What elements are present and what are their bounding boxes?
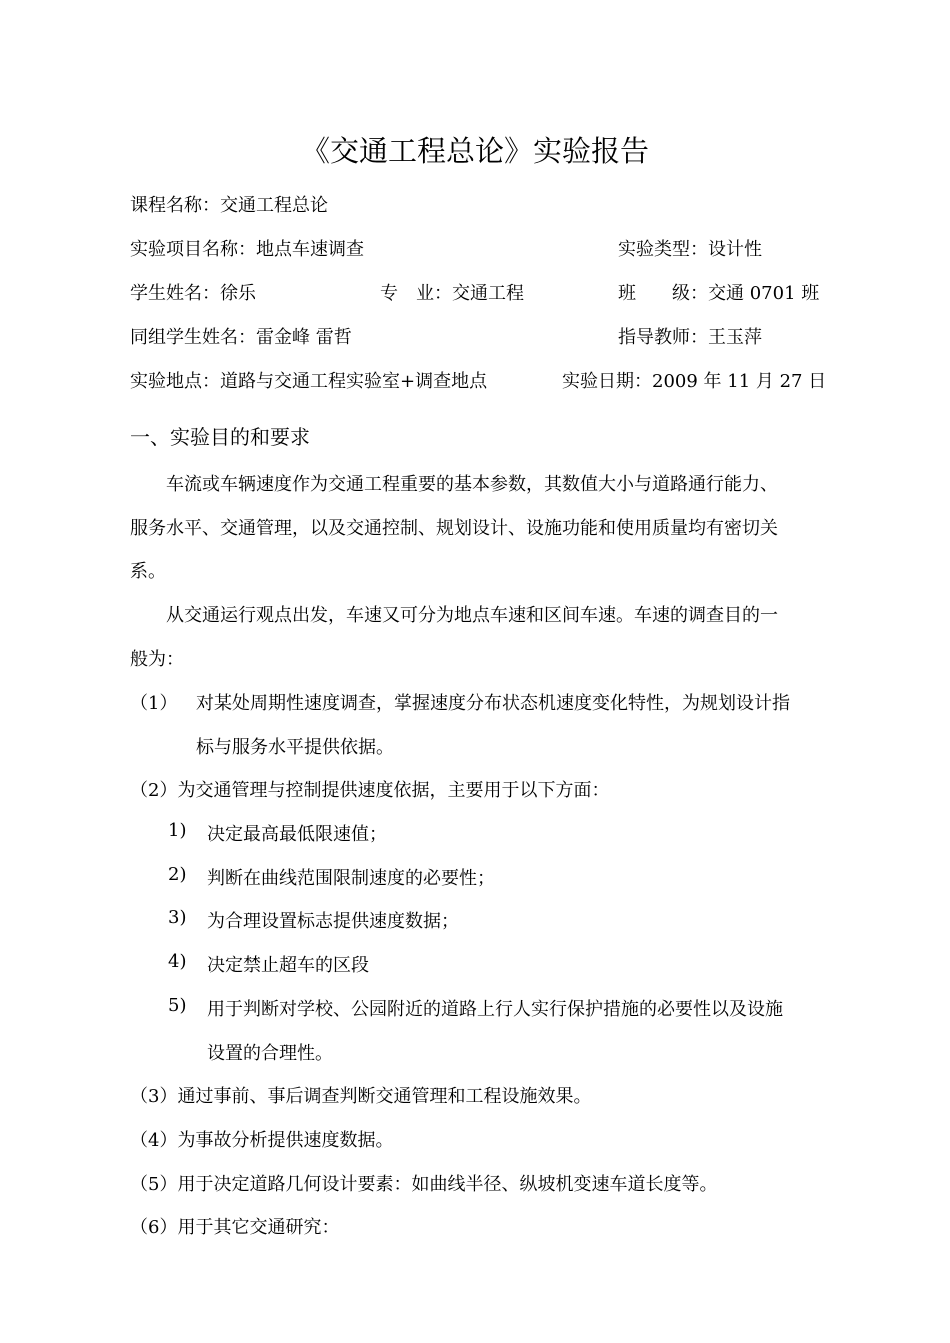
sub-item-number: 3) — [168, 907, 187, 928]
list-item: （3）通过事前、事后调查判断交通管理和工程设施效果。 — [130, 1086, 592, 1107]
list-item: （4）为事故分析提供速度数据。 — [130, 1130, 394, 1151]
experiment-type: 实验类型：设计性 — [618, 239, 762, 260]
project-name: 实验项目名称：地点车速调查 — [130, 239, 364, 260]
sub-item-number: 1) — [168, 820, 187, 841]
student-name: 学生姓名：徐乐 — [130, 283, 256, 304]
paragraph-line: 系。 — [130, 561, 166, 582]
location: 实验地点：道路与交通工程实验室+调查地点 — [130, 371, 488, 392]
list-item: （2）为交通管理与控制提供速度依据，主要用于以下方面： — [130, 780, 610, 801]
section-heading: 一、实验目的和要求 — [130, 425, 310, 449]
teacher: 指导教师：王玉萍 — [618, 327, 762, 348]
course-name: 课程名称：交通工程总论 — [130, 195, 328, 216]
sub-item-number: 4) — [168, 951, 187, 972]
sub-item-text: 设置的合理性。 — [207, 1043, 333, 1064]
date: 实验日期：2009 年 11 月 27 日 — [562, 371, 827, 392]
sub-item-text: 决定禁止超车的区段 — [207, 955, 369, 976]
list-item: （6）用于其它交通研究： — [130, 1217, 340, 1238]
sub-item-text: 用于判断对学校、公园附近的道路上行人实行保护措施的必要性以及设施 — [207, 999, 783, 1020]
list-item-text: 对某处周期性速度调查，掌握速度分布状态机速度变化特性，为规划设计指 — [196, 693, 790, 714]
paragraph-line: 服务水平、交通管理，以及交通控制、规划设计、设施功能和使用质量均有密切关 — [130, 518, 778, 539]
sub-item-number: 5) — [168, 995, 187, 1016]
list-item-number: （1） — [130, 693, 178, 714]
paragraph-line: 般为： — [130, 649, 184, 670]
list-item: （5）用于决定道路几何设计要素：如曲线半径、纵坡机变速车道长度等。 — [130, 1174, 718, 1195]
sub-item-text: 判断在曲线范围限制速度的必要性； — [207, 868, 495, 889]
paragraph-line: 从交通运行观点出发，车速又可分为地点车速和区间车速。车速的调查目的一 — [166, 605, 778, 626]
sub-item-text: 为合理设置标志提供速度数据； — [207, 911, 459, 932]
class: 班 级：交通 0701 班 — [618, 283, 820, 304]
page-title: 《交通工程总论》实验报告 — [300, 134, 649, 168]
sub-item-number: 2) — [168, 864, 187, 885]
sub-item-text: 决定最高最低限速值； — [207, 824, 387, 845]
list-item-text: 标与服务水平提供依据。 — [196, 737, 394, 758]
major: 专 业：交通工程 — [380, 283, 524, 304]
paragraph-line: 车流或车辆速度作为交通工程重要的基本参数，其数值大小与道路通行能力、 — [166, 474, 778, 495]
group-members: 同组学生姓名：雷金峰 雷哲 — [130, 327, 352, 348]
